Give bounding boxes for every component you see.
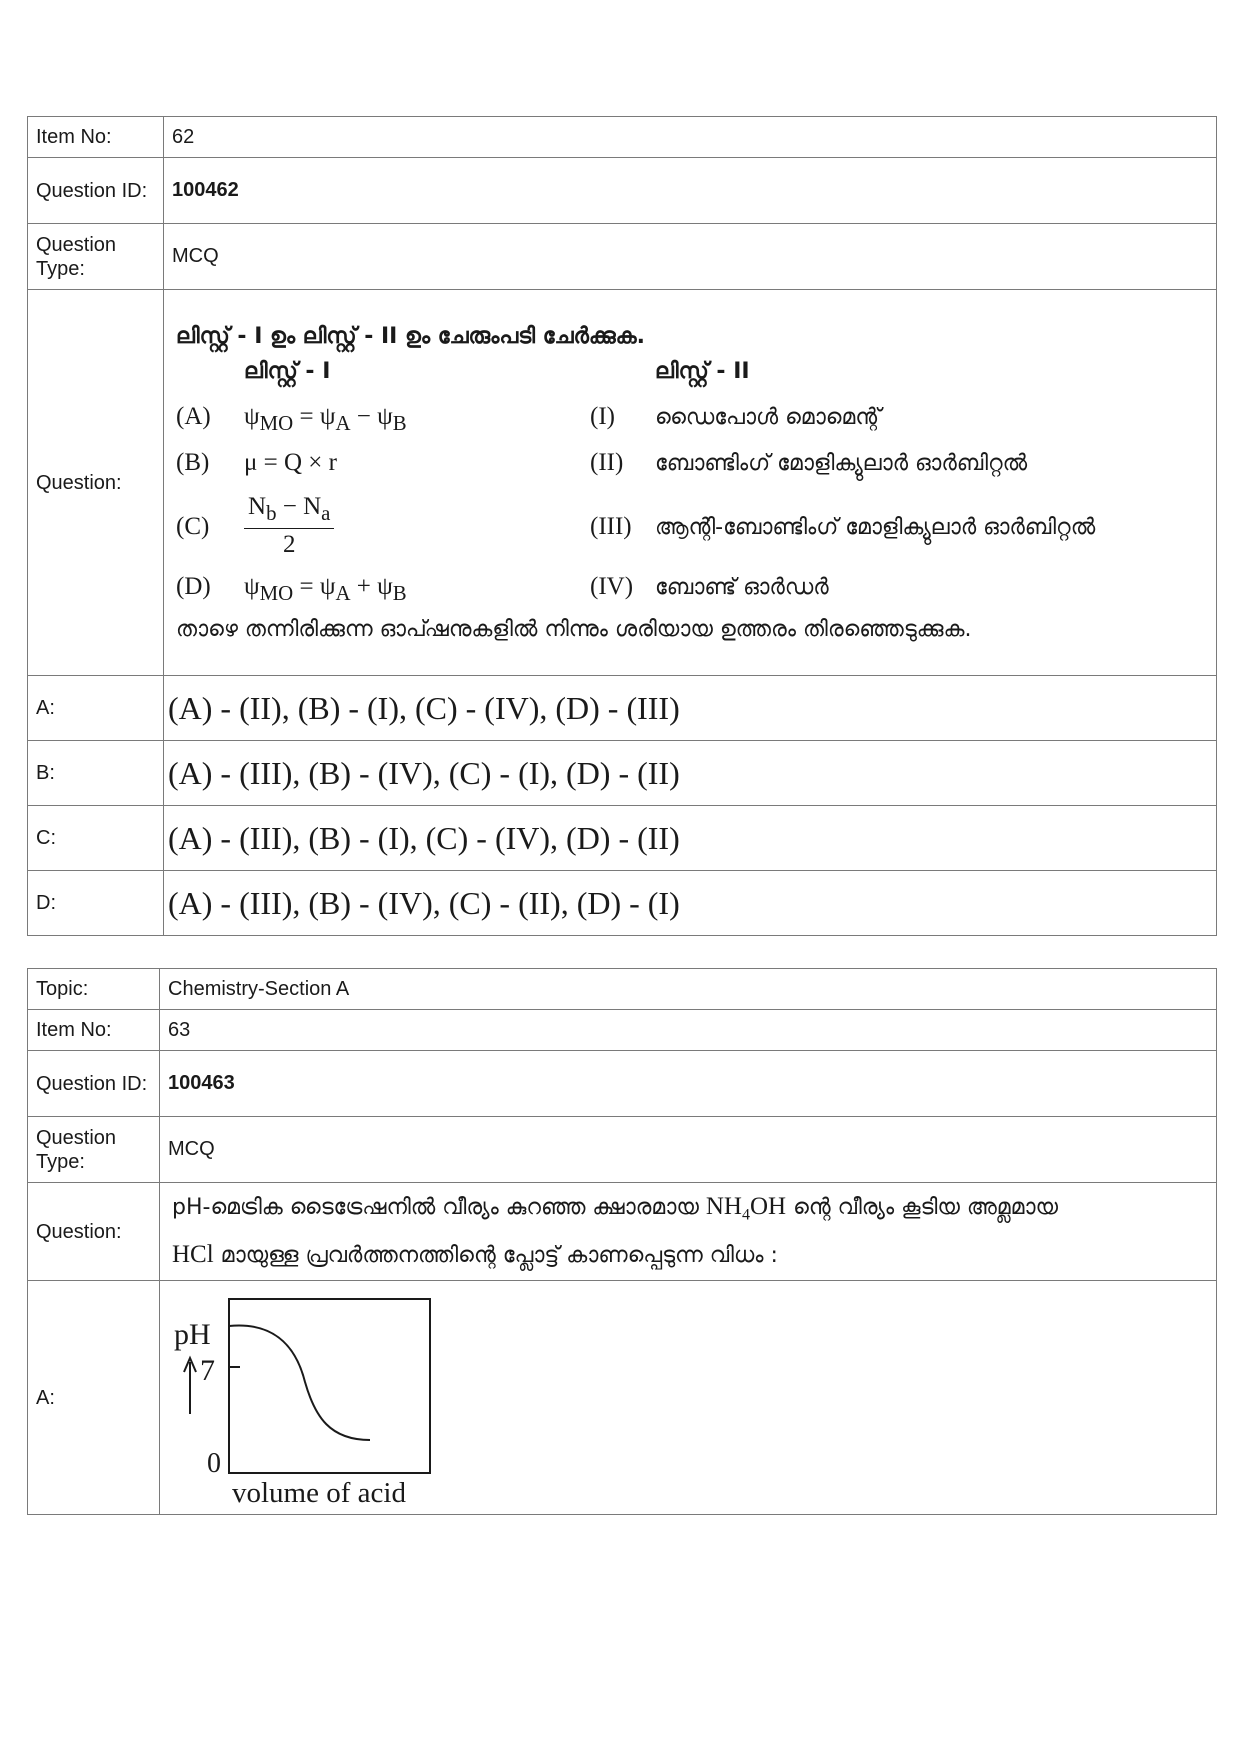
option-a-graph-cell[interactable]	[160, 1281, 1217, 1515]
topic-label: Topic:	[28, 969, 160, 1010]
list1-tag-d: (D)	[176, 572, 211, 600]
option-a-text[interactable]: (A) - (II), (B) - (I), (C) - (IV), (D) - (III)	[164, 676, 1217, 741]
list1-tag-a: (A)	[176, 402, 211, 430]
question-label: Question:	[28, 1183, 160, 1281]
formula-oh: OH	[749, 1192, 787, 1220]
option-a-graph	[160, 1282, 1216, 1514]
option-a-label: A:	[28, 676, 164, 741]
question-body	[160, 1183, 1217, 1281]
list2-tag-i: (I)	[590, 402, 615, 430]
formula-hcl: HCl	[172, 1241, 214, 1269]
option-d-text[interactable]: (A) - (III), (B) - (IV), (C) - (II), (D) - (I)	[164, 871, 1217, 936]
list2-text-ii: ബോണ്ടിംഗ് മോളിക്യുലാർ ഓർബിറ്റൽ	[655, 450, 1028, 476]
match-list	[172, 359, 1208, 609]
list2-text-i: ഡൈപോൾ മൊമെന്റ്	[655, 404, 882, 430]
list1-fraction-c	[244, 493, 334, 559]
question-line-2	[172, 1235, 1208, 1276]
question-table-62	[27, 116, 1217, 936]
graph-x-label: volume of acid	[232, 1476, 406, 1509]
list2-text-iv: ബോണ്ട് ഓർഡർ	[655, 574, 829, 600]
list2-tag-ii: (II)	[590, 448, 624, 476]
question-id-label: Question ID:	[28, 158, 164, 224]
ph-curve	[229, 1325, 370, 1440]
question-text-part: pH-മെട്രിക ടൈട്രേഷനിൽ വീര്യം കുറഞ്ഞ ക്ഷാരമായ	[172, 1194, 706, 1220]
list1-formula-b: μ = Q × r	[244, 448, 337, 476]
list2-header: ലിസ്റ്റ് - II	[655, 358, 750, 384]
graph-y-tick-label: 7	[200, 1353, 215, 1387]
graph-origin-label: 0	[207, 1447, 221, 1479]
topic-value: Chemistry-Section A	[160, 969, 1217, 1010]
item-no-label: Item No:	[28, 117, 164, 158]
question-instruction: താഴെ തന്നിരിക്കുന്ന ഓപ്ഷനുകളിൽ നിന്നും ശരിയായ ഉത്തരം തിരഞ്ഞെടുക്കുക.	[176, 616, 972, 642]
item-no-value: 63	[160, 1010, 1217, 1051]
option-c-text[interactable]: (A) - (III), (B) - (I), (C) - (IV), (D) - (II)	[164, 806, 1217, 871]
question-type-value: MCQ	[164, 224, 1217, 290]
question-label: Question:	[28, 290, 164, 676]
fraction-numerator: $N_b - N_a$	[244, 493, 334, 529]
option-d-label: D:	[28, 871, 164, 936]
question-line-1	[172, 1187, 1208, 1235]
formula-nh: NH	[705, 1192, 742, 1220]
graph-frame	[229, 1299, 430, 1473]
list1-tag-c: (C)	[176, 512, 210, 540]
question-type-label: Question Type:	[28, 224, 164, 290]
list2-tag-iv: (IV)	[590, 572, 634, 600]
question-text-part: മായുള്ള പ്രവർത്തനത്തിന്റെ പ്ലോട്ട് കാണപ്പെടുന്ന വിധം :	[213, 1243, 778, 1269]
fraction-denominator: 2	[282, 530, 296, 558]
list1-tag-b: (B)	[176, 448, 210, 476]
question-id-value: 100462	[164, 158, 1217, 224]
list1-formula-d: $\psi_{MO} = \psi_A + \psi_B$	[244, 572, 407, 605]
question-table-63	[27, 968, 1217, 1515]
list2-text-iii: ആന്റി-ബോണ്ടിംഗ് മോളിക്യുലാർ ഓർബിറ്റൽ	[655, 514, 1096, 540]
question-id-value: 100463	[160, 1051, 1217, 1117]
list1-formula-a: $\psi_{MO} = \psi_A - \psi_B$	[244, 402, 407, 435]
list2-tag-iii: (III)	[590, 512, 632, 540]
formula-subscript: 4	[741, 1206, 750, 1224]
option-b-label: B:	[28, 741, 164, 806]
question-id-label: Question ID:	[28, 1051, 160, 1117]
option-b-text[interactable]: (A) - (III), (B) - (IV), (C) - (I), (D) - (II)	[164, 741, 1217, 806]
list1-header: ലിസ്റ്റ് - I	[244, 358, 331, 384]
question-type-label: Question Type:	[28, 1117, 160, 1183]
question-text-part: ന്റെ വീര്യം കൂടിയ അമ്ലമായ	[786, 1194, 1059, 1220]
option-c-label: C:	[28, 806, 164, 871]
graph-y-label: pH	[174, 1317, 211, 1351]
question-type-value: MCQ	[160, 1117, 1217, 1183]
ph-curve-graph	[160, 1282, 460, 1514]
item-no-label: Item No:	[28, 1010, 160, 1051]
item-no-value: 62	[164, 117, 1217, 158]
question-intro: ലിസ്റ്റ് - I ഉം ലിസ്റ്റ് - II ഉം ചേരുംപടി ചേർക്കുക.	[176, 323, 646, 349]
option-a-label: A:	[28, 1281, 160, 1515]
question-body	[164, 290, 1217, 676]
